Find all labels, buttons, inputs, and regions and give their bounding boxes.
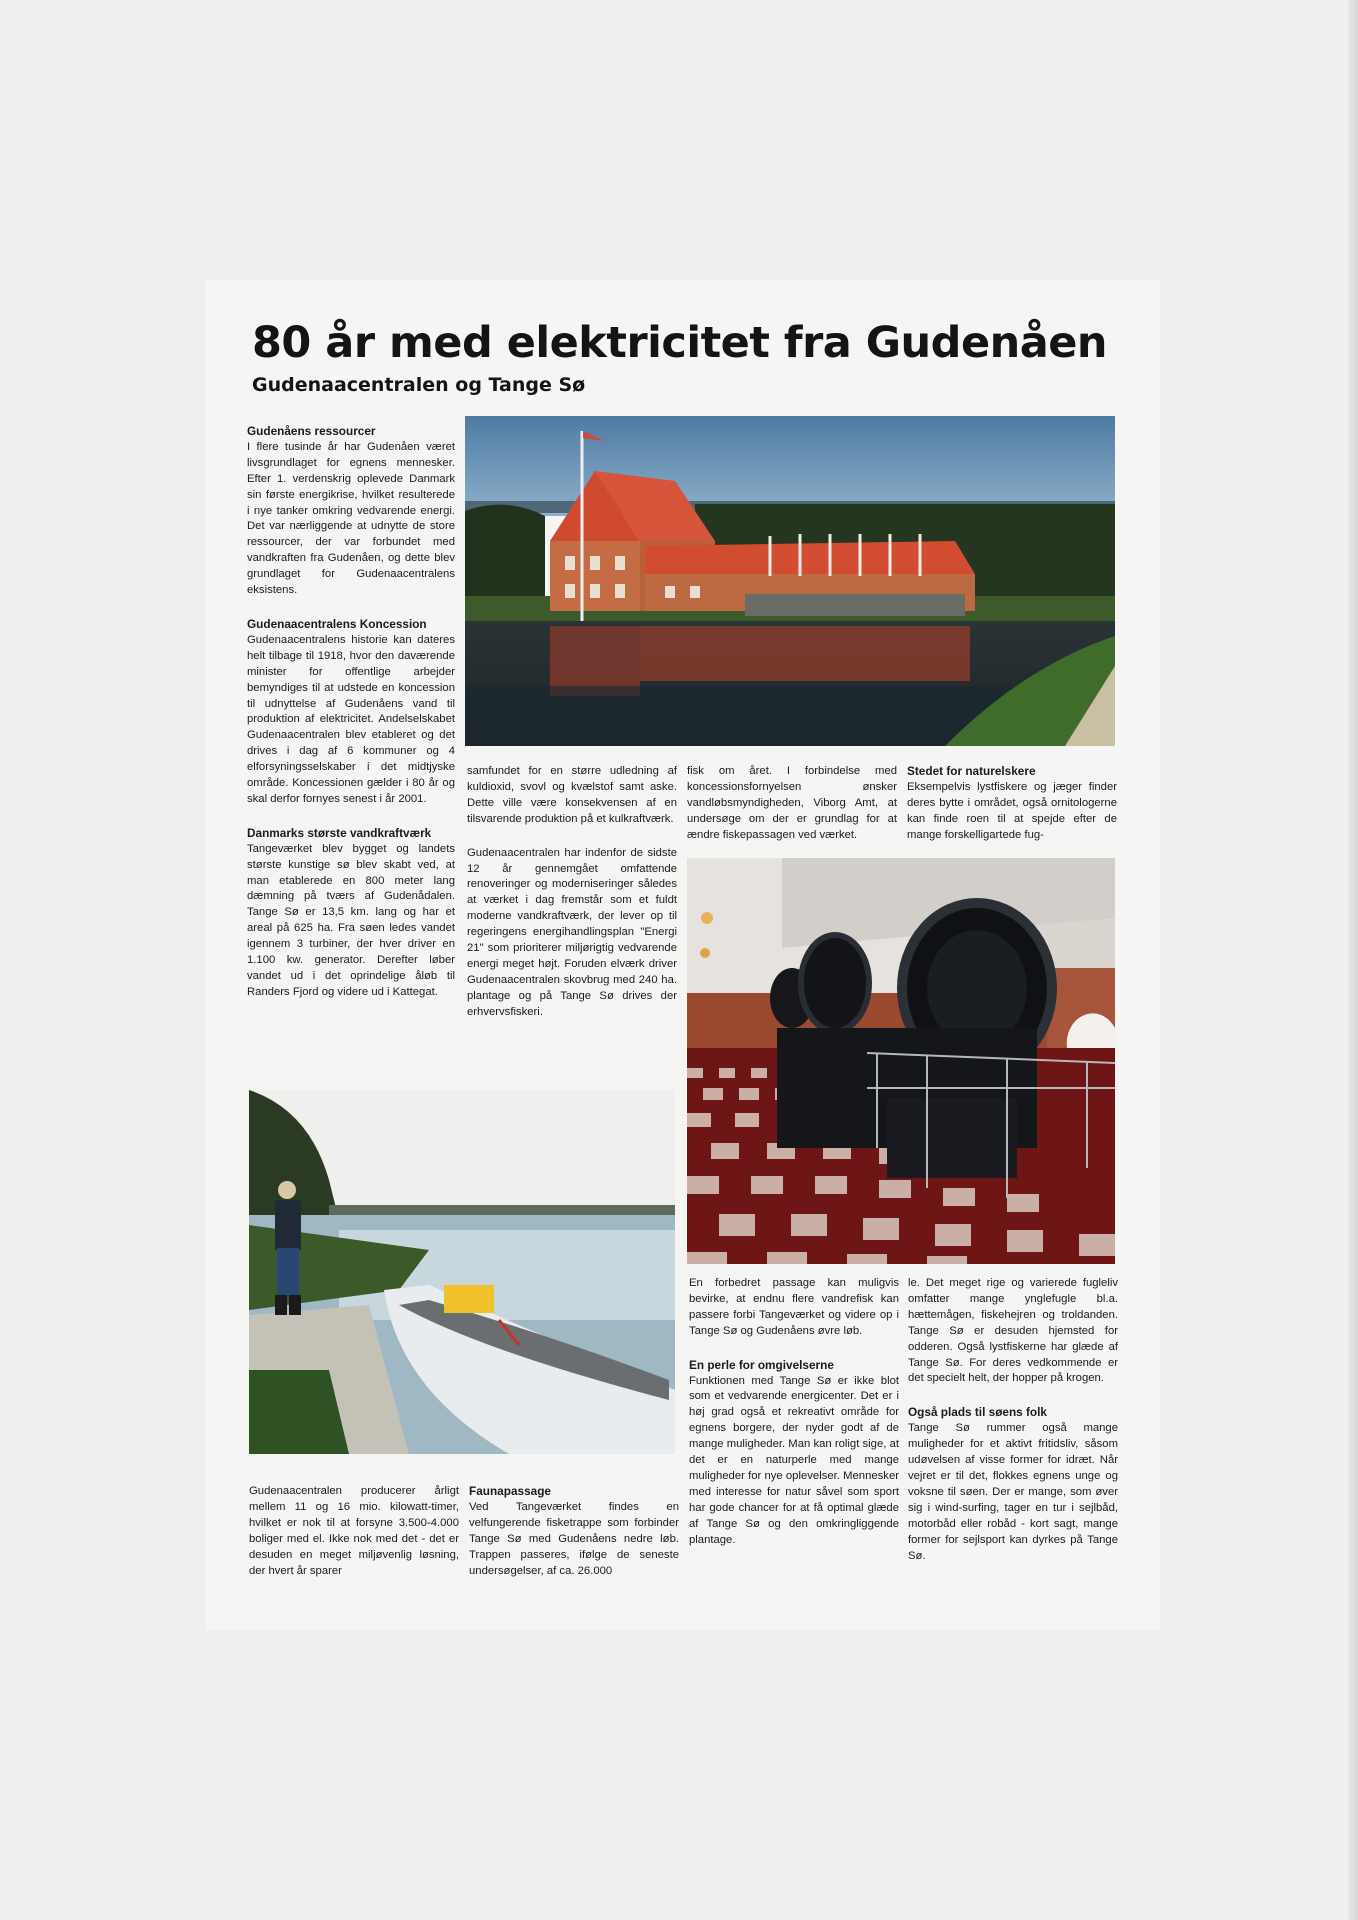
paragraph-renoveringer: Gudenaacentralen har indenfor de sidste 12 år gennemgået omfattende renoveringer og moderniseringer således at værket i dag fremstår som et fuldt moderne vandkraftværk, der lever op til regeringens energihandlingsplan "Energi 21" som prioriterer miljørigtig vedvarende energi meget højt. Foruden elværk driver Gudenaacentralen skovbrug med 240 ha. plantage og på Tange Sø drives der erhvervsfiskeri. <box>467 846 677 1018</box>
paragraph-vandkraftvaerk: Tangeværket blev bygget og landets største kunstige sø blev skabt ved, at man etablerede en 800 meter lang dæmning på tværs af Gudenådalen. Tange Sø er 13,5 km. lang og har et areal på 625 ha. Fra søen ledes vandet igennem 3 turbiner, der hver driver en 1.100 kw. generator. Derefter løber vandet ud i det oprindelige åløb til Randers Fjord og videre ud i Kattegat. <box>247 842 455 998</box>
paragraph-koncession: Gudenaacentralens historie kan dateres helt tilbage til 1918, hvor den daværende minister for offentlige arbejder bemyndiges til at udstede en koncession til udnyttelse af Gudenåens vand til produktion af elektricitet. Andelselskabet Gudenaacentralen blev etableret og det drives i dag af 6 kommuner og 4 elforsyningsselskaber i det midtjyske område. Koncessionen gælder i 80 år og skal derfor fornyes senest i år 2001. <box>247 633 455 805</box>
paragraph-perle: Funktionen med Tange Sø er ikke blot som et vedvarende energicenter. Det er i høj grad også et rekreativt område for egnens borgere, der nyder godt af de mange muligheder. Man kan roligt sige, at det er en naturperle med mange muligheder for nye oplevelser. Mennesker med interesse for natur såvel som sport har gode chancer for at få optimal glæde af Tange Sø og den omkringliggende plantage. <box>689 1374 899 1546</box>
heading-naturelskere: Stedet for naturelskere <box>907 764 1036 778</box>
page-subtitle: Gudenaacentralen og Tange Sø <box>252 374 586 396</box>
heading-koncession: Gudenaacentralens Koncession <box>247 616 427 631</box>
paragraph-naturelskere: Eksempelvis lystfiskere og jæger finder deres bytte i området, også ornitologerne kan finde roen til at spejde efter de mange forskelligartede fug- <box>907 780 1117 841</box>
bottom-column-2 <box>469 1484 679 1584</box>
paragraph-fiskepassage: fisk om året. I forbindelse med koncessionsfornyelsen ønsker vandløbsmyndigheden, Viborg Amt, at undersøge om der er grundlag for at ændre fiskepassagen ved værket. <box>687 765 897 841</box>
heading-faunapassage: Faunapassage <box>469 1484 551 1498</box>
paragraph-soeens-folk: Tange Sø rummer også mange muligheder for et aktivt fritidsliv, såsom udøvelsen af visse former for idræt. Når vejret er til det, flokkes egnens unge og voksne til søen. Der er mange, som øver sig i wind-surfing, tager en tur i sejlbåd, motorbåd eller robåd - kort sagt, mange former for sejlsport kan dyrkes på Tange Sø. <box>908 1422 1118 1562</box>
heading-gudenaaens-ressourcer: Gudenåens ressourcer <box>247 424 376 438</box>
paragraph-faunapassage: Ved Tangeværket findes en velfungerende fisketrappe som forbinder Tange Sø med Gudenåens nedre løb. Trappen passeres, ifølge de seneste undersøgelser, af ca. 26.000 <box>469 1500 679 1577</box>
paper-edge <box>1348 0 1358 1920</box>
photo-boat-fisherman <box>249 1090 675 1454</box>
heading-perle: En perle for omgivelserne <box>689 1357 834 1372</box>
paragraph-forbedret-passage: En forbedret passage kan muligvis bevirke, at endnu flere vandrefisk kan passere forbi Tangeværket og videre op i Tange Sø og Gudenåens øvre løb. <box>689 1277 899 1337</box>
column-4 <box>907 764 1117 854</box>
column-1 <box>247 424 455 1074</box>
paragraph-ressourcer: I flere tusinde år har Gudenåen været livsgrundlaget for egnens mennesker. Efter 1. verdenskrig oplevede Danmark sin første energikrise, hvilket resulterede i nye tanker omkring vedvarende energi. Det var nærliggende at udnytte de store ressourcer, der var forbundet med vandkraften fra Gudenåen, og dette blev grundlaget for Gudenaacentralens eksistens. <box>247 440 455 597</box>
photo-power-station <box>465 416 1115 746</box>
bottom-column-3 <box>689 1276 899 1586</box>
paragraph-fugleliv: le. Det meget rige og varierede fugleliv omfatter mange ynglefugle bl.a. hættemågen, fiskehejren og troldanden. Tange Sø er desuden hjemsted for odderen. Også lystfiskerne har glæde af Tange Sø. For deres vedkommende er det specielt helt, der hopper på krogen. <box>908 1277 1118 1385</box>
page-title: 80 år med elektricitet fra Gudenåen <box>252 318 1108 368</box>
document-page <box>205 280 1160 1630</box>
photo-generator-hall <box>687 858 1115 1264</box>
heading-stoerste-vandkraftvaerk: Danmarks største vandkraftværk <box>247 825 432 840</box>
column-3 <box>687 764 897 854</box>
bottom-column-4 <box>908 1276 1118 1586</box>
paragraph-produktion: Gudenaacentralen producerer årligt mellem 11 og 16 mio. kilowatt-timer, hvilket er nok til at forsyne 3.500-4.000 boliger med el. Ikke nok med det - det er desuden en meget miljøvenlig løsning, der hvert år sparer <box>249 1485 459 1577</box>
column-2 <box>467 764 677 1054</box>
heading-soeens-folk: Også plads til søens folk <box>908 1405 1047 1420</box>
bottom-column-1 <box>249 1484 459 1584</box>
paragraph-samfundet: samfundet for en større udledning af kuldioxid, svovl og kvælstof samt aske. Dette ville være konsekvensen af en tilsvarende produktion på et kulkraftværk. <box>467 765 677 825</box>
